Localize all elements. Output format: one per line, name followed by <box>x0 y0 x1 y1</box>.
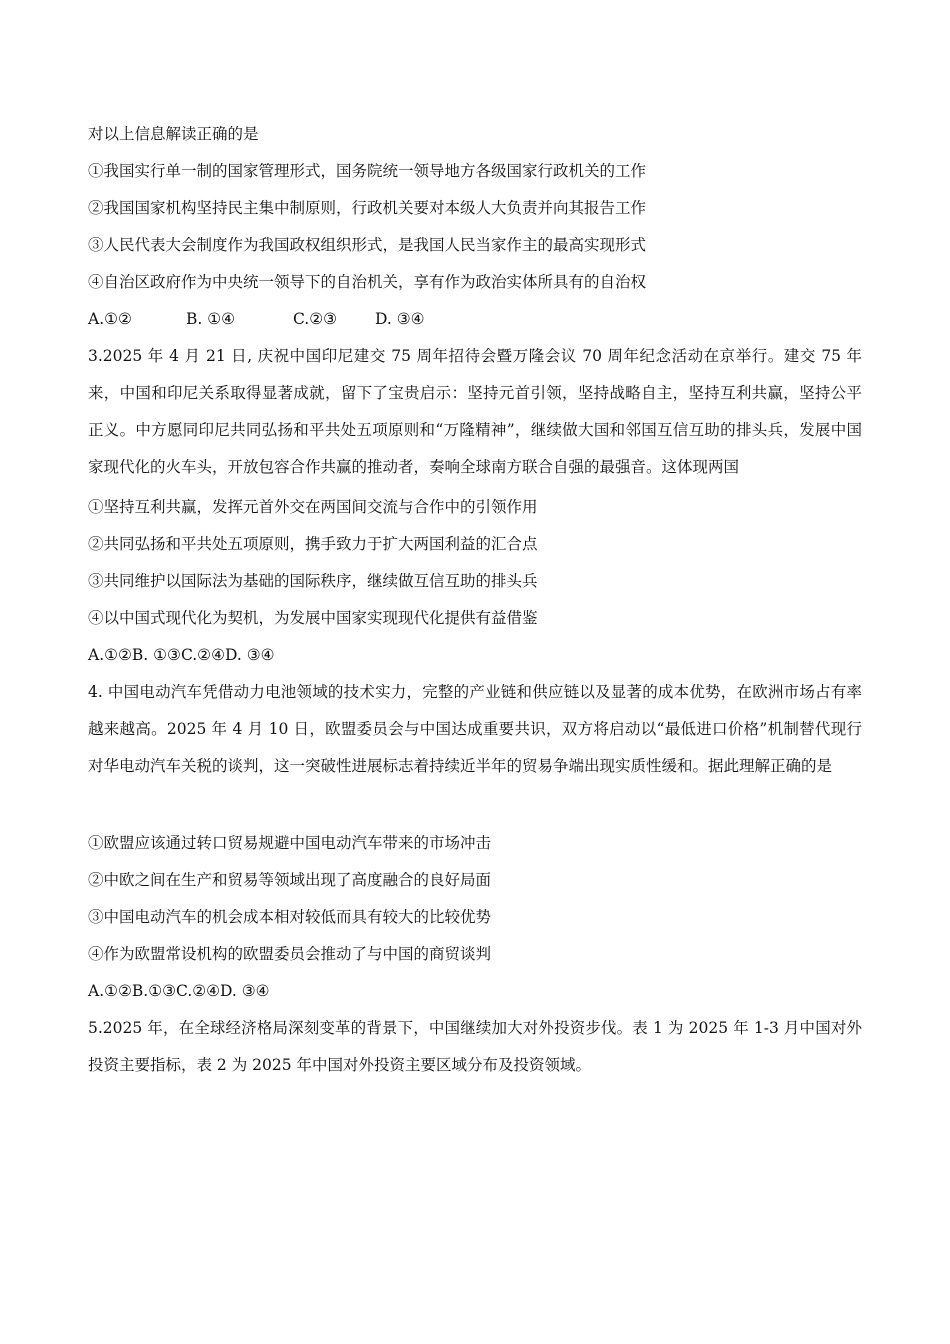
q4-stem: 4. 中国电动汽车凭借动力电池领域的技术实力，完整的产业链和供应链以及显著的成本优势，在欧洲市场占有率越来越高。2025 年 4 月 10 日，欧盟委员会与中国达成重要共识，双方将启动以“最低进口价格”机制替代现行对华电动汽车关税的谈判，这一突破性进展标志着持续近半年的贸易争端出现实质性缓和。据此理解正确的是 <box>88 683 862 775</box>
q2-options <box>88 309 425 329</box>
q2-item-4: ④自治区政府作为中央统一领导下的自治机关，享有作为政治实体所具有的自治权 <box>88 273 647 291</box>
q4-item-2: ②中欧之间在生产和贸易等领域出现了高度融合的良好局面 <box>88 871 492 889</box>
q4-item-3: ③中国电动汽车的机会成本相对较低而具有较大的比较优势 <box>88 908 492 926</box>
q4-item-1: ①欧盟应该通过转口贸易规避中国电动汽车带来的市场冲击 <box>88 834 492 852</box>
q2-stem-end: 对以上信息解读正确的是 <box>88 125 259 143</box>
q3-item-1: ①坚持互利共赢，发挥元首外交在两国间交流与合作中的引领作用 <box>88 498 538 516</box>
q2-option-c: C.②③ <box>293 310 338 328</box>
q4-item-4: ④作为欧盟常设机构的欧盟委员会推动了与中国的商贸谈判 <box>88 945 492 963</box>
q5-stem: 5.2025 年，在全球经济格局深刻变革的背景下，中国继续加大对外投资步伐。表 1 为 2025 年 1-3 月中国对外投资主要指标，表 2 为 2025 年中国对外投资主要区域分布及投资领域。 <box>88 1019 862 1074</box>
q3-item-3: ③共同维护以国际法为基础的国际秩序，继续做互信互助的排头兵 <box>88 572 538 590</box>
q2-item-1: ①我国实行单一制的国家管理形式，国务院统一领导地方各级国家行政机关的工作 <box>88 162 647 180</box>
q2-item-2: ②我国国家机构坚持民主集中制原则，行政机关要对本级人大负责并向其报告工作 <box>88 199 647 217</box>
q2-option-d: D. ③④ <box>375 310 425 328</box>
q3-stem: 3.2025 年 4 月 21 日, 庆祝中国印尼建交 75 周年招待会暨万隆会议 70 周年纪念活动在京举行。建交 75 年来，中国和印尼关系取得显著成就，留下了宝贵启示：坚持元首引领，坚持战略自主，坚持互利共赢，坚持公平正义。中方愿同印尼共同弘扬和平共处五项原则和“万隆精神”，继续做大国和邻国互信互助的排头兵，发展中国家现代化的火车头，开放包容合作共赢的推动者，奏响全球南方联合自强的最强音。这体现两国 <box>88 347 862 476</box>
q2-item-3: ③人民代表大会制度作为我国政权组织形式，是我国人民当家作主的最高实现形式 <box>88 236 647 254</box>
q2-option-b: B. ①④ <box>186 310 236 328</box>
q3-item-2: ②共同弘扬和平共处五项原则，携手致力于扩大两国利益的汇合点 <box>88 535 538 553</box>
q4-options: A.①②B.①③C.②④D. ③④ <box>88 982 270 1000</box>
q3-options: A.①②B. ①③C.②④D. ③④ <box>88 646 275 664</box>
q3-item-4: ④以中国式现代化为契机，为发展中国家实现现代化提供有益借鉴 <box>88 609 538 627</box>
q2-option-a: A.①② <box>88 310 132 328</box>
